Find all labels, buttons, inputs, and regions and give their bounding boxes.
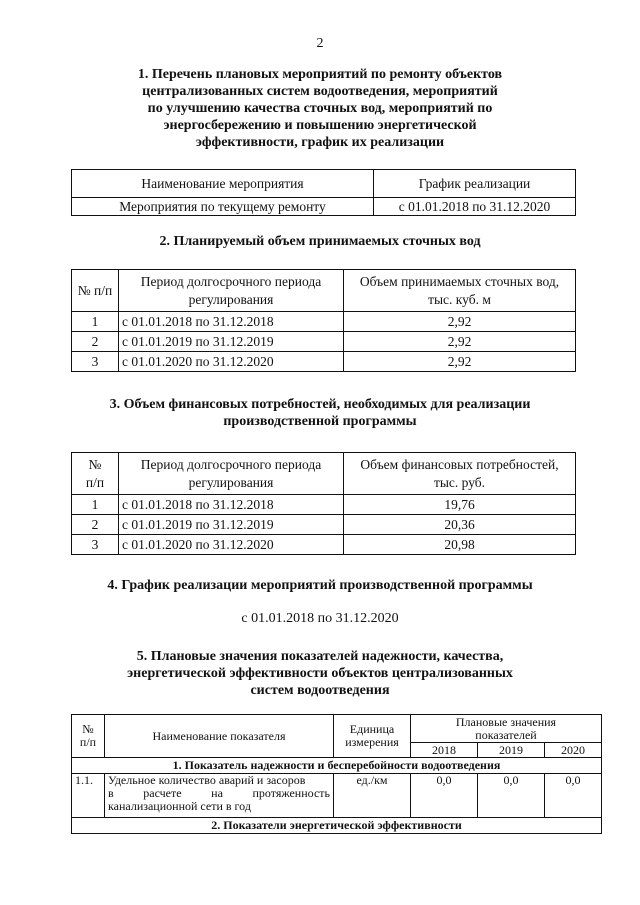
header-schedule: График реализации — [374, 170, 576, 198]
title-line: энергетической эффективности объектов централизованных — [127, 666, 513, 681]
table-row — [72, 332, 576, 352]
header-num — [72, 453, 119, 495]
table-row — [72, 515, 576, 535]
row-value-2020: 0,0 — [545, 774, 602, 818]
row-unit: ед./км — [334, 774, 411, 818]
header-unit-line: измерения — [345, 735, 399, 749]
indicators-table — [71, 714, 602, 834]
header-unit — [334, 715, 411, 758]
row-num: 2 — [72, 332, 119, 352]
header-period-line: Период долгосрочного периода — [140, 273, 322, 289]
title-line: систем водоотведения — [250, 683, 390, 698]
row-num: 1 — [72, 495, 119, 515]
title-line: централизованных систем водоотведения, мероприятий — [142, 84, 498, 99]
row-num: 3 — [72, 352, 119, 372]
activities-table — [71, 169, 576, 216]
header-num-line: № — [82, 722, 94, 736]
row-period: с 01.01.2019 по 31.12.2019 — [119, 332, 344, 352]
row-value-2019: 0,0 — [478, 774, 545, 818]
header-volume — [344, 270, 576, 312]
header-period — [119, 453, 344, 495]
header-num-line: п/п — [85, 474, 105, 490]
section-4-period: с 01.01.2018 по 31.12.2020 — [241, 611, 399, 626]
title-line: 1. Перечень плановых мероприятий по ремонту объектов — [137, 67, 503, 82]
header-period-line: регулирования — [188, 474, 274, 490]
row-num: 2 — [72, 515, 119, 535]
header-volume-line: Объем принимаемых сточных вод, — [359, 273, 560, 289]
page-number: 2 — [316, 36, 324, 51]
group-energy-efficiency: 2. Показатели энергетической эффективности — [72, 818, 602, 834]
row-num: 3 — [72, 535, 119, 555]
activity-schedule-cell: с 01.01.2018 по 31.12.2020 — [374, 198, 576, 216]
header-unit-line: Единица — [349, 722, 395, 736]
row-period: с 01.01.2020 по 31.12.2020 — [119, 535, 344, 555]
table-row — [72, 352, 576, 372]
row-value: 20,36 — [344, 515, 576, 535]
header-plan-line: показателей — [475, 727, 537, 742]
header-plan-values — [411, 715, 602, 743]
header-period — [119, 270, 344, 312]
header-period-line: Период долгосрочного периода — [140, 456, 322, 472]
section-5-title — [0, 648, 640, 699]
header-volume-line: тыс. куб. м — [428, 291, 491, 307]
row-value: 20,98 — [344, 535, 576, 555]
title-line: эффективности, график их реализации — [195, 135, 445, 150]
section-4-title: 4. График реализации мероприятий производственной программы — [107, 578, 533, 593]
row-value-2018: 0,0 — [411, 774, 478, 818]
row-period: с 01.01.2018 по 31.12.2018 — [119, 495, 344, 515]
row-indicator-name — [105, 774, 334, 818]
wastewater-volume-table — [71, 269, 576, 372]
row-value: 2,92 — [344, 332, 576, 352]
title-line: 5. Плановые значения показателей надежности, качества, — [136, 649, 504, 664]
header-num-line: № — [88, 456, 102, 472]
header-plan-line: Плановые значения — [455, 714, 557, 729]
row-period: с 01.01.2018 по 31.12.2018 — [119, 312, 344, 332]
header-year: 2020 — [545, 743, 602, 758]
section-1-title — [0, 66, 640, 151]
header-financial-line: тыс. руб. — [433, 474, 486, 490]
header-financial-line: Объем финансовых потребностей, — [360, 456, 559, 472]
financial-needs-table — [71, 452, 576, 555]
title-line: по улучшению качества сточных вод, мероприятий по — [147, 101, 493, 116]
indicator-name-line: Удельное количество аварий и засоров — [108, 773, 306, 787]
header-financial — [344, 453, 576, 495]
table-row — [72, 535, 576, 555]
title-line: 3. Объем финансовых потребностей, необходимых для реализации — [109, 397, 531, 412]
row-num: 1.1. — [72, 774, 105, 818]
header-year: 2019 — [478, 743, 545, 758]
header-num-line: п/п — [79, 735, 97, 749]
row-period: с 01.01.2020 по 31.12.2020 — [119, 352, 344, 372]
title-line: производственной программы — [223, 414, 417, 429]
header-num — [72, 715, 105, 758]
header-activity-name: Наименование мероприятия — [72, 170, 374, 198]
section-2-title: 2. Планируемый объем принимаемых сточных вод — [159, 234, 481, 249]
header-year: 2018 — [411, 743, 478, 758]
header-num: № п/п — [72, 270, 119, 312]
row-period: с 01.01.2019 по 31.12.2019 — [119, 515, 344, 535]
row-value: 2,92 — [344, 312, 576, 332]
header-period-line: регулирования — [188, 291, 274, 307]
table-row — [72, 495, 576, 515]
header-indicator-name: Наименование показателя — [105, 715, 334, 758]
row-value: 2,92 — [344, 352, 576, 372]
indicator-name-line: канализационной сети в год — [108, 799, 251, 813]
row-value: 19,76 — [344, 495, 576, 515]
table-row — [72, 312, 576, 332]
activity-name-cell: Мероприятия по текущему ремонту — [72, 198, 374, 216]
title-line: энергосбережению и повышению энергетической — [163, 118, 477, 133]
group-reliability: 1. Показатель надежности и бесперебойности водоотведения — [72, 758, 602, 774]
indicator-name-line: в расчете на протяженность — [108, 786, 330, 800]
table-row — [72, 774, 602, 818]
row-num: 1 — [72, 312, 119, 332]
section-3-title — [0, 396, 640, 430]
